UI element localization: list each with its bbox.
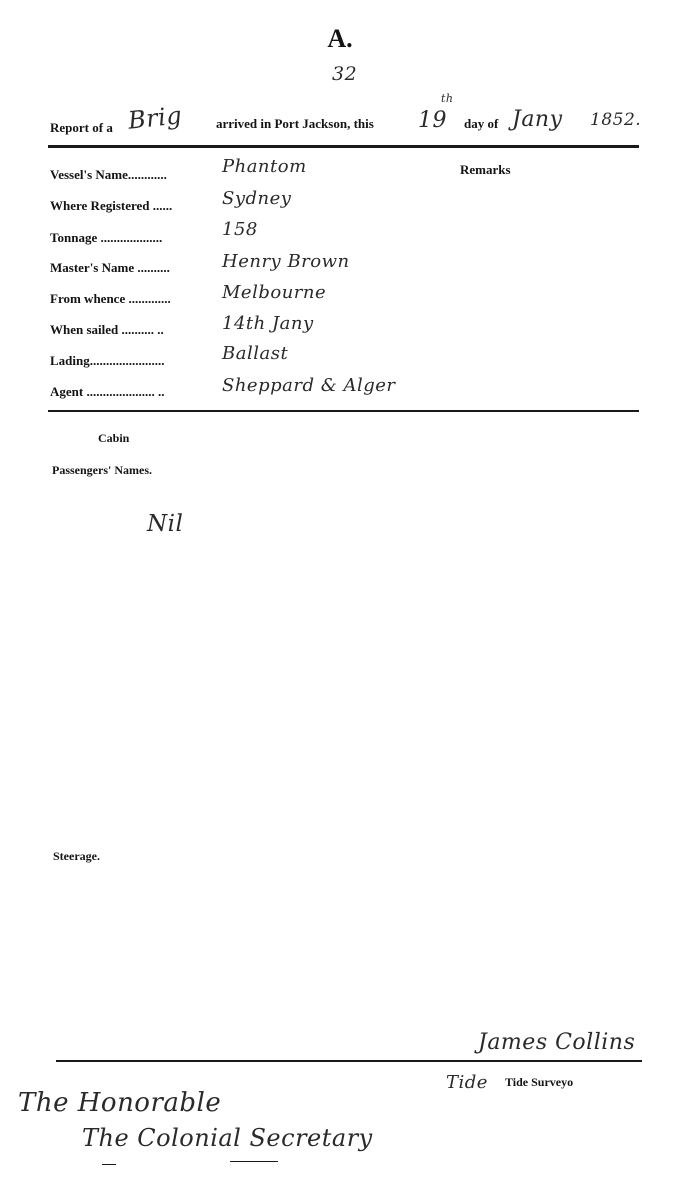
passengers-names-label: Passengers' Names. <box>52 463 152 477</box>
vessel-type: Brig <box>126 101 184 135</box>
day-of-text: day of <box>464 116 499 131</box>
cabin-passenger-entry: Nil <box>147 511 184 537</box>
arrival-month: Jany <box>512 107 563 132</box>
steerage-label: Steerage. <box>53 849 100 863</box>
agent-label: Agent ..................... .. <box>50 384 165 399</box>
where-registered-label: Where Registered ...... <box>50 198 173 213</box>
master-name-label: Master's Name .......... <box>50 260 170 275</box>
addressee-line-2: The Colonial Secretary <box>82 1124 373 1152</box>
addressee-line-1: The Honorable <box>18 1088 222 1118</box>
when-sailed-value: 14th Jany <box>222 313 314 334</box>
when-sailed-label: When sailed .......... .. <box>50 322 164 337</box>
agent-value: Sheppard & Alger <box>222 375 396 396</box>
vessel-name-label: Vessel's Name............ <box>50 167 167 182</box>
where-registered-value: Sydney <box>222 188 292 209</box>
from-whence-value: Melbourne <box>222 282 327 303</box>
tonnage-value: 158 <box>222 219 258 240</box>
addressee-mark-2 <box>230 1161 278 1162</box>
arrival-year: 1852. <box>590 110 642 130</box>
details-rule <box>48 410 639 412</box>
arrival-day-suffix: th <box>441 92 454 105</box>
page-number: 32 <box>332 63 358 85</box>
addressee-mark-1 <box>102 1164 116 1165</box>
surveyor-label: Tide Surveyo <box>505 1075 574 1089</box>
arrival-day: 19 <box>418 108 447 133</box>
surveyor-signature: James Collins <box>478 1030 636 1055</box>
vessel-name-value: Phantom <box>222 156 307 177</box>
header-rule <box>48 145 639 148</box>
form-letter: A. <box>327 24 353 53</box>
report-prefix: Report of a <box>50 120 113 135</box>
master-name-value: Henry Brown <box>222 251 350 272</box>
remarks-heading: Remarks <box>460 162 511 177</box>
lading-value: Ballast <box>222 343 289 364</box>
signature-prefix: Tide <box>446 1072 488 1093</box>
signature-rule <box>56 1060 642 1062</box>
cabin-label: Cabin <box>98 431 130 445</box>
lading-label: Lading....................... <box>50 353 165 368</box>
arrival-text: arrived in Port Jackson, this <box>216 116 374 131</box>
tonnage-label: Tonnage ................... <box>50 230 163 245</box>
from-whence-label: From whence ............. <box>50 291 171 306</box>
